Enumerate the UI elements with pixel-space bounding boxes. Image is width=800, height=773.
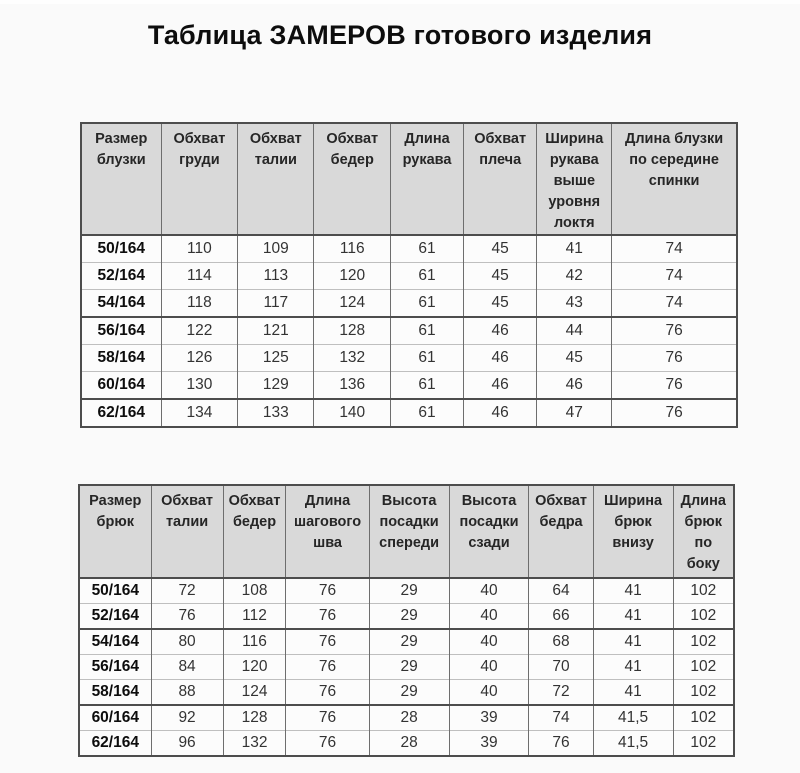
blouse-measurements-header-0: Размер блузки xyxy=(81,123,161,235)
table-row xyxy=(81,235,737,263)
value-cell: 129 xyxy=(238,372,314,400)
table-row xyxy=(79,578,734,604)
value-cell: 41,5 xyxy=(593,705,673,731)
value-cell: 120 xyxy=(314,263,391,290)
value-cell: 92 xyxy=(151,705,223,731)
table-row xyxy=(81,263,737,290)
table-row xyxy=(79,731,734,757)
value-cell: 110 xyxy=(161,235,238,263)
trousers-measurements-header-1: Обхват талии xyxy=(151,485,223,578)
size-cell: 62/164 xyxy=(79,731,151,757)
table-row xyxy=(79,680,734,706)
value-cell: 61 xyxy=(391,345,464,372)
trousers-measurements-header-4: Высота посадки спереди xyxy=(369,485,449,578)
value-cell: 61 xyxy=(391,263,464,290)
value-cell: 61 xyxy=(391,235,464,263)
value-cell: 102 xyxy=(673,655,734,680)
value-cell: 128 xyxy=(223,705,286,731)
size-cell: 54/164 xyxy=(81,290,161,318)
value-cell: 134 xyxy=(161,399,238,427)
value-cell: 45 xyxy=(463,290,536,318)
blouse-measurements-header-5: Обхват плеча xyxy=(463,123,536,235)
blouse-measurements-header-2: Обхват талии xyxy=(238,123,314,235)
size-cell: 52/164 xyxy=(79,604,151,630)
value-cell: 46 xyxy=(463,317,536,345)
value-cell: 43 xyxy=(537,290,612,318)
value-cell: 41 xyxy=(593,578,673,604)
value-cell: 132 xyxy=(223,731,286,757)
value-cell: 88 xyxy=(151,680,223,706)
value-cell: 132 xyxy=(314,345,391,372)
value-cell: 41 xyxy=(593,655,673,680)
value-cell: 76 xyxy=(529,731,593,757)
value-cell: 46 xyxy=(537,372,612,400)
value-cell: 41 xyxy=(537,235,612,263)
value-cell: 41 xyxy=(593,680,673,706)
size-cell: 50/164 xyxy=(79,578,151,604)
value-cell: 61 xyxy=(391,399,464,427)
value-cell: 116 xyxy=(223,629,286,655)
value-cell: 84 xyxy=(151,655,223,680)
table-row xyxy=(79,705,734,731)
value-cell: 64 xyxy=(529,578,593,604)
value-cell: 61 xyxy=(391,317,464,345)
value-cell: 47 xyxy=(537,399,612,427)
value-cell: 116 xyxy=(314,235,391,263)
table-row xyxy=(81,317,737,345)
trousers-measurements-header-2: Обхват бедер xyxy=(223,485,286,578)
trousers-measurements-header-8: Длина брюк по боку xyxy=(673,485,734,578)
size-cell: 56/164 xyxy=(81,317,161,345)
value-cell: 76 xyxy=(286,680,369,706)
blouse-measurements-header-7: Длина блузки по середине спинки xyxy=(612,123,737,235)
value-cell: 76 xyxy=(151,604,223,630)
table-row xyxy=(79,629,734,655)
value-cell: 61 xyxy=(391,372,464,400)
size-cell: 52/164 xyxy=(81,263,161,290)
value-cell: 113 xyxy=(238,263,314,290)
value-cell: 61 xyxy=(391,290,464,318)
value-cell: 76 xyxy=(612,317,737,345)
value-cell: 74 xyxy=(612,263,737,290)
size-cell: 60/164 xyxy=(79,705,151,731)
value-cell: 121 xyxy=(238,317,314,345)
value-cell: 124 xyxy=(223,680,286,706)
trousers-measurements-header-7: Ширина брюк внизу xyxy=(593,485,673,578)
value-cell: 124 xyxy=(314,290,391,318)
value-cell: 40 xyxy=(449,629,529,655)
value-cell: 114 xyxy=(161,263,238,290)
value-cell: 125 xyxy=(238,345,314,372)
value-cell: 41,5 xyxy=(593,731,673,757)
value-cell: 66 xyxy=(529,604,593,630)
value-cell: 29 xyxy=(369,680,449,706)
value-cell: 46 xyxy=(463,399,536,427)
size-cell: 58/164 xyxy=(81,345,161,372)
value-cell: 28 xyxy=(369,705,449,731)
value-cell: 128 xyxy=(314,317,391,345)
trousers-size-table xyxy=(78,484,735,757)
blouse-measurements-header-4: Длина рукава xyxy=(391,123,464,235)
value-cell: 112 xyxy=(223,604,286,630)
value-cell: 102 xyxy=(673,629,734,655)
value-cell: 72 xyxy=(529,680,593,706)
blouse-measurements-header-6: Ширина рукава выше уровня локтя xyxy=(537,123,612,235)
size-cell: 54/164 xyxy=(79,629,151,655)
table-row xyxy=(81,372,737,400)
size-cell: 58/164 xyxy=(79,680,151,706)
value-cell: 74 xyxy=(529,705,593,731)
value-cell: 76 xyxy=(286,604,369,630)
value-cell: 74 xyxy=(612,235,737,263)
value-cell: 122 xyxy=(161,317,238,345)
value-cell: 45 xyxy=(463,235,536,263)
value-cell: 46 xyxy=(463,345,536,372)
value-cell: 102 xyxy=(673,604,734,630)
value-cell: 102 xyxy=(673,731,734,757)
table-row xyxy=(81,290,737,318)
value-cell: 40 xyxy=(449,604,529,630)
value-cell: 96 xyxy=(151,731,223,757)
value-cell: 76 xyxy=(286,731,369,757)
value-cell: 136 xyxy=(314,372,391,400)
size-cell: 56/164 xyxy=(79,655,151,680)
value-cell: 102 xyxy=(673,680,734,706)
size-cell: 60/164 xyxy=(81,372,161,400)
value-cell: 133 xyxy=(238,399,314,427)
value-cell: 70 xyxy=(529,655,593,680)
trousers-measurements-header-0: Размер брюк xyxy=(79,485,151,578)
value-cell: 68 xyxy=(529,629,593,655)
blouse-measurements-header-3: Обхват бедер xyxy=(314,123,391,235)
size-cell: 62/164 xyxy=(81,399,161,427)
value-cell: 109 xyxy=(238,235,314,263)
table-row xyxy=(79,604,734,630)
value-cell: 28 xyxy=(369,731,449,757)
table-row xyxy=(79,655,734,680)
value-cell: 45 xyxy=(537,345,612,372)
value-cell: 102 xyxy=(673,705,734,731)
trousers-measurements-header-3: Длина шагового шва xyxy=(286,485,369,578)
trousers-measurements-header-5: Высота посадки сзади xyxy=(449,485,529,578)
value-cell: 76 xyxy=(612,372,737,400)
value-cell: 76 xyxy=(612,345,737,372)
value-cell: 140 xyxy=(314,399,391,427)
value-cell: 44 xyxy=(537,317,612,345)
value-cell: 46 xyxy=(463,372,536,400)
value-cell: 76 xyxy=(286,629,369,655)
header-row xyxy=(81,123,737,235)
value-cell: 41 xyxy=(593,629,673,655)
value-cell: 80 xyxy=(151,629,223,655)
value-cell: 76 xyxy=(286,655,369,680)
value-cell: 40 xyxy=(449,655,529,680)
blouse-size-table xyxy=(80,122,738,428)
value-cell: 102 xyxy=(673,578,734,604)
value-cell: 29 xyxy=(369,578,449,604)
value-cell: 29 xyxy=(369,629,449,655)
value-cell: 29 xyxy=(369,604,449,630)
value-cell: 39 xyxy=(449,705,529,731)
value-cell: 130 xyxy=(161,372,238,400)
value-cell: 126 xyxy=(161,345,238,372)
value-cell: 42 xyxy=(537,263,612,290)
value-cell: 39 xyxy=(449,731,529,757)
value-cell: 29 xyxy=(369,655,449,680)
table-row xyxy=(81,345,737,372)
value-cell: 72 xyxy=(151,578,223,604)
value-cell: 117 xyxy=(238,290,314,318)
value-cell: 40 xyxy=(449,578,529,604)
size-cell: 50/164 xyxy=(81,235,161,263)
value-cell: 74 xyxy=(612,290,737,318)
value-cell: 76 xyxy=(286,705,369,731)
table-row xyxy=(81,399,737,427)
header-row xyxy=(79,485,734,578)
blouse-measurements-header-1: Обхват груди xyxy=(161,123,238,235)
value-cell: 76 xyxy=(612,399,737,427)
value-cell: 45 xyxy=(463,263,536,290)
page-title: Таблица ЗАМЕРОВ готового изделия xyxy=(147,20,653,50)
trousers-measurements-header-6: Обхват бедра xyxy=(529,485,593,578)
value-cell: 41 xyxy=(593,604,673,630)
value-cell: 40 xyxy=(449,680,529,706)
value-cell: 108 xyxy=(223,578,286,604)
value-cell: 76 xyxy=(286,578,369,604)
value-cell: 120 xyxy=(223,655,286,680)
value-cell: 118 xyxy=(161,290,238,318)
